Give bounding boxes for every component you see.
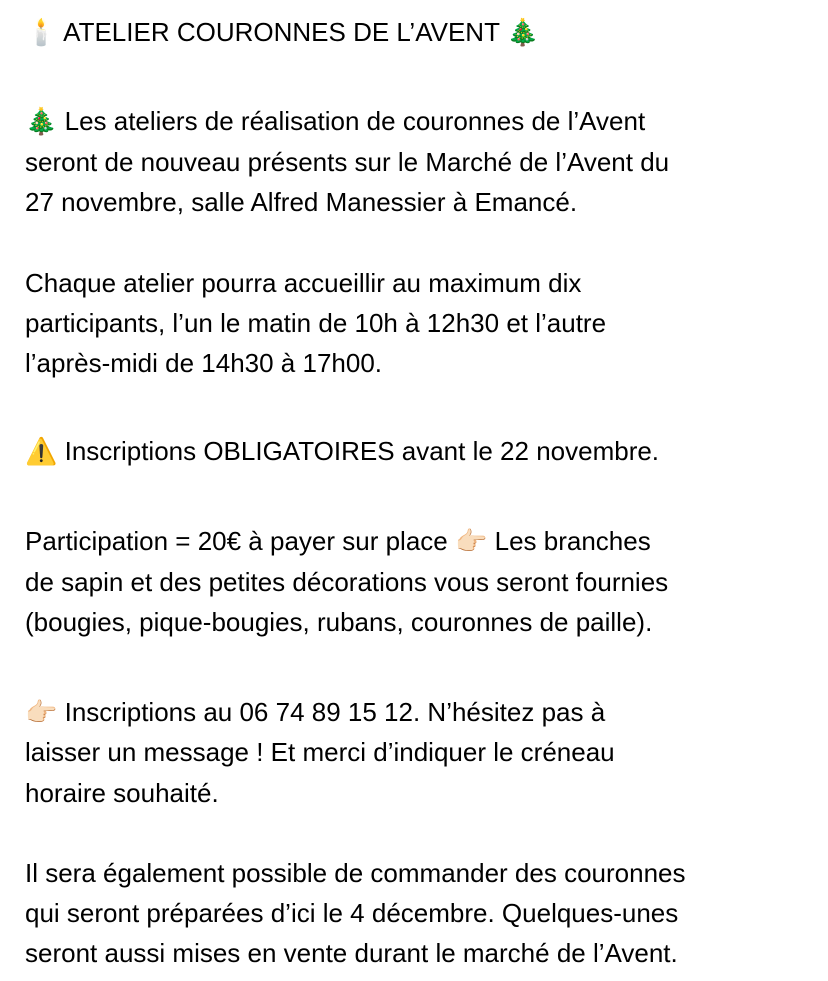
paragraph-line: [25, 521, 651, 561]
paragraph-line: de sapin et des petites décorations vous seront fournies: [25, 567, 669, 597]
paragraph-line: 27 novembre, salle Alfred Manessier à Emancé.: [25, 187, 578, 217]
paragraph-line: laisser un message ! Et merci d’indiquer le créneau: [25, 737, 615, 767]
paragraph-line: Chaque atelier pourra accueillir au maximum dix: [25, 268, 582, 298]
paragraph-line: seront aussi mises en vente durant le marché de l’Avent.: [25, 938, 678, 968]
paragraph-text: Les ateliers de réalisation de couronnes de l’Avent: [64, 106, 646, 136]
paragraph-line: [25, 692, 605, 732]
post-title-text: ATELIER COURONNES DE L’AVENT: [63, 17, 500, 47]
paragraph-line: qui seront préparées d’ici le 4 décembre. Quelques-unes: [25, 898, 679, 928]
christmas-tree-icon: 🎄: [506, 18, 540, 48]
paragraph-line: horaire souhaité.: [25, 778, 219, 808]
christmas-tree-icon: 🎄: [25, 107, 58, 137]
paragraph-text: Inscriptions au 06 74 89 15 12. N’hésitez pas à: [64, 697, 606, 727]
post-title: [25, 12, 539, 52]
paragraph-line: Il sera également possible de commander des couronnes: [25, 858, 686, 888]
pointing-right-icon: 👉🏻: [25, 698, 58, 728]
warning-icon: ⚠️: [25, 437, 58, 467]
paragraph-line: seront de nouveau présents sur le Marché de l’Avent du: [25, 147, 670, 177]
paragraph-line: [25, 101, 645, 141]
paragraph-text: Participation = 20€ à payer sur place: [25, 526, 448, 556]
paragraph-text: Inscriptions OBLIGATOIRES avant le 22 novembre.: [64, 436, 660, 466]
pointing-right-icon: 👉🏻: [455, 527, 488, 557]
paragraph-line: [25, 431, 659, 471]
paragraph-line: participants, l’un le matin de 10h à 12h30 et l’autre: [25, 308, 607, 338]
candle-icon: 🕯️: [25, 18, 58, 48]
paragraph-line: (bougies, pique-bougies, rubans, couronnes de paille).: [25, 607, 653, 637]
paragraph-line: l’après-midi de 14h30 à 17h00.: [25, 348, 383, 378]
paragraph-text: Les branches: [494, 526, 651, 556]
